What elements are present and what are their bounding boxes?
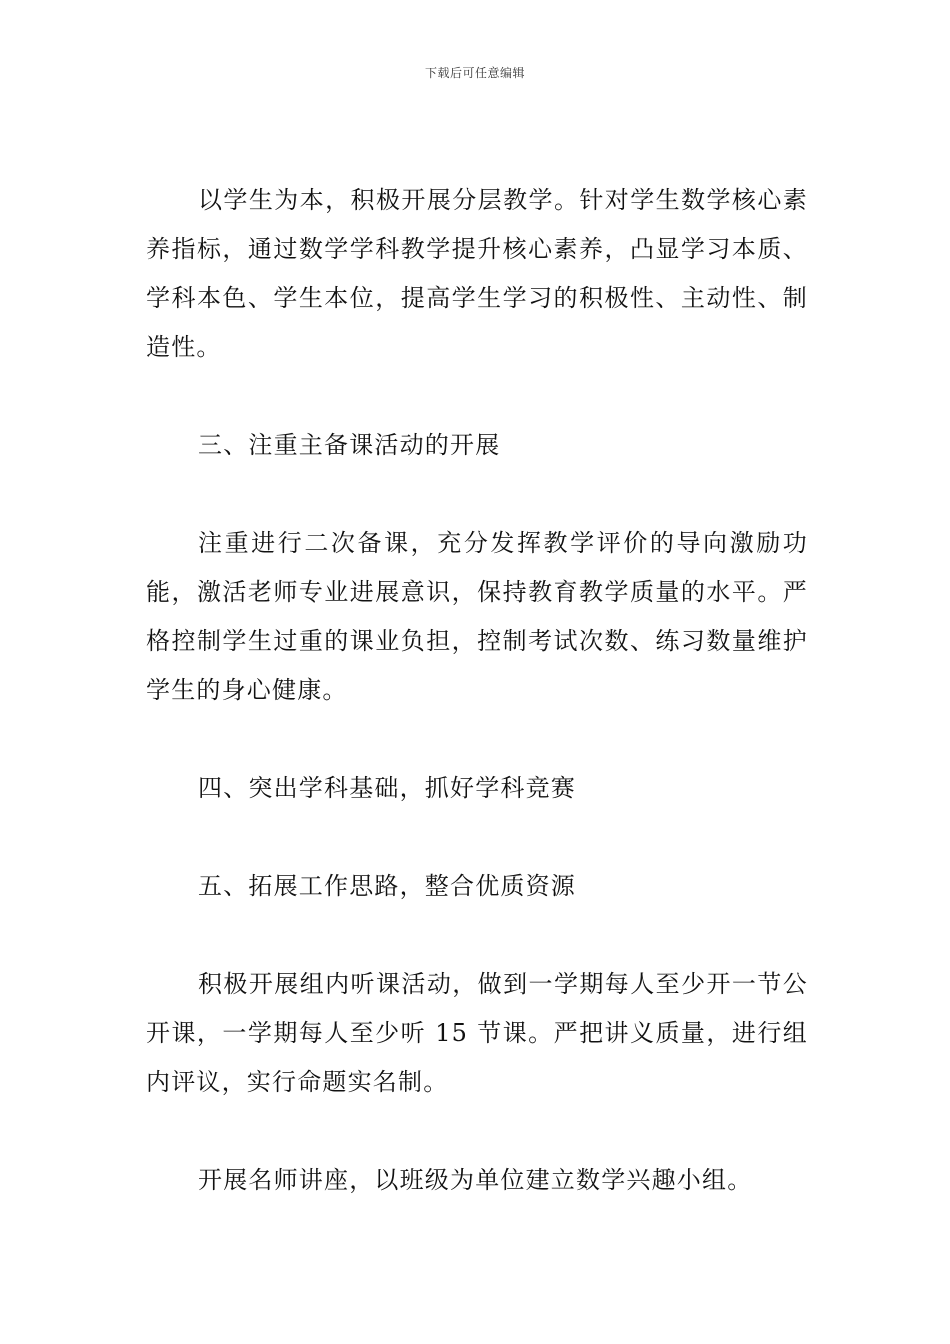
- paragraph-spacer: [146, 911, 808, 960]
- page-header-note: 下载后可任意编辑: [424, 66, 525, 80]
- paragraph-spacer: [146, 470, 808, 519]
- section-heading-three: 三、注重主备课活动的开展: [198, 431, 501, 459]
- paragraph-student-centered: 以学生为本，积极开展分层教学。针对学生数学核心素养指标，通过数学学科教学提升核心素养，凸显学习本质、学科本色、学生本位，提高学生学习的积极性、主动性、制造性。: [146, 186, 808, 361]
- paragraph-spacer: [146, 813, 808, 862]
- paragraph-secondary-lesson-prep: 注重进行二次备课，充分发挥教学评价的导向激励功能，激活老师专业进展意识，保持教育教学质量的水平。严格控制学生过重的课业负担，控制考试次数、练习数量维护学生的身心健康。: [146, 529, 808, 704]
- section-heading-four: 四、突出学科基础，抓好学科竞赛: [198, 774, 576, 802]
- paragraph-spacer: [146, 715, 808, 764]
- paragraph-lesson-observation: 积极开展组内听课活动，做到一学期每人至少开一节公开课，一学期每人至少听 15 节课。严把讲义质量，进行组内评议，实行命题实名制。: [146, 970, 808, 1096]
- section-heading-five: 五、拓展工作思路，整合优质资源: [198, 872, 576, 900]
- paragraph-spacer: [146, 372, 808, 421]
- paragraph-spacer: [146, 1107, 808, 1156]
- paragraph-teacher-lectures: 开展名师讲座，以班级为单位建立数学兴趣小组。: [198, 1166, 753, 1194]
- document-body: [146, 176, 808, 1205]
